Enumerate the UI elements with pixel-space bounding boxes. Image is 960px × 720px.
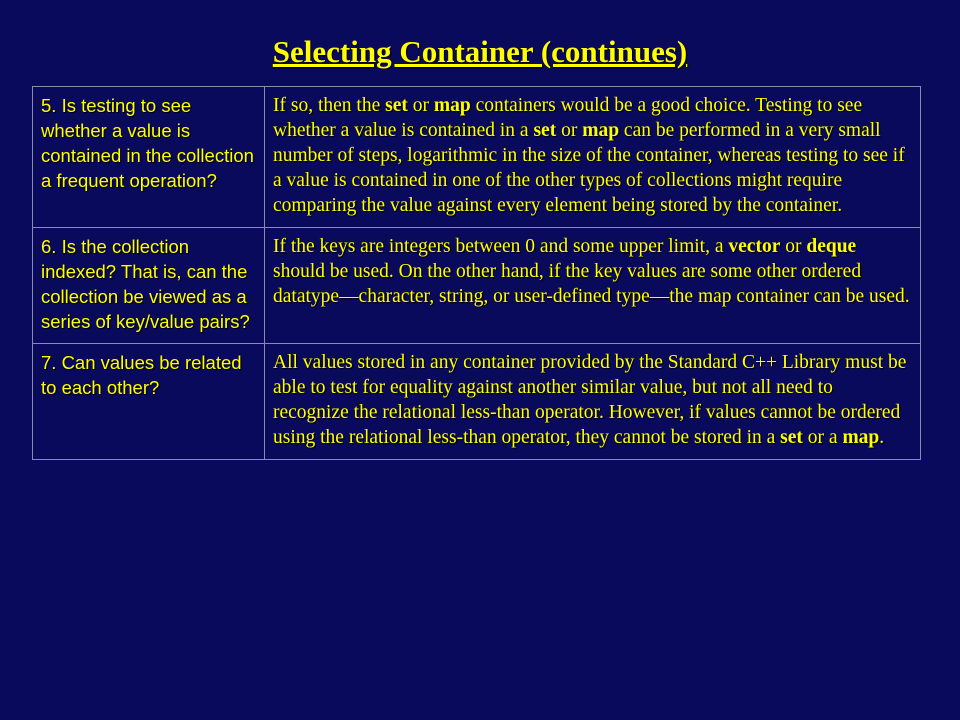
keyword-map: map (433, 95, 471, 116)
answer-text: can be performed in a very small number of steps, logarithmic in the size of the container, whereas testing to see if a value is contained in one of the other types of collections might require comparing the value against every element being stored by the container. (273, 120, 905, 216)
answer-text: or (780, 236, 807, 257)
answer-text: . (879, 427, 885, 448)
table-row (33, 228, 921, 344)
question-cell: 7. Can values be related to each other? (33, 344, 265, 460)
keyword-set: set (533, 120, 557, 141)
keyword-set: set (385, 95, 408, 116)
answer-cell (265, 228, 921, 344)
answer-text: should be used. On the other hand, if the key values are some other ordered datatype—character, string, or user-defined type—the map container can be used. (273, 261, 910, 307)
question-cell: 6. Is the collection indexed? That is, can the collection be viewed as a series of key/value pairs? (33, 228, 265, 344)
keyword-map: map (582, 120, 620, 141)
table-row (33, 344, 921, 460)
keyword-set: set (780, 427, 803, 448)
answer-text: or (407, 95, 434, 116)
answer-text: If so, then the (273, 95, 386, 116)
table-row (33, 87, 921, 228)
container-selection-table (32, 86, 921, 460)
keyword-vector: vector (728, 236, 781, 257)
keyword-map: map (842, 427, 880, 448)
question-cell: 5. Is testing to see whether a value is contained in the collection a frequent operation? (33, 87, 265, 228)
answer-text: or a (802, 427, 843, 448)
keyword-deque: deque (806, 236, 857, 257)
slide-title: Selecting Container (continues) (272, 34, 688, 69)
answer-text: All values stored in any container provided by the Standard C++ Library must be able to test for equality against another similar value, but not all need to recognize the relational less-than operator. However, if values cannot be ordered using the relational less-than operator, they cannot be stored in a (273, 352, 907, 448)
answer-text: or (556, 120, 583, 141)
answer-text: containers would be a good choice. Testing to see whether a value is contained in a (273, 95, 863, 141)
answer-cell (265, 344, 921, 460)
answer-text: If the keys are integers between 0 and some upper limit, a (273, 236, 729, 257)
answer-cell (265, 87, 921, 228)
